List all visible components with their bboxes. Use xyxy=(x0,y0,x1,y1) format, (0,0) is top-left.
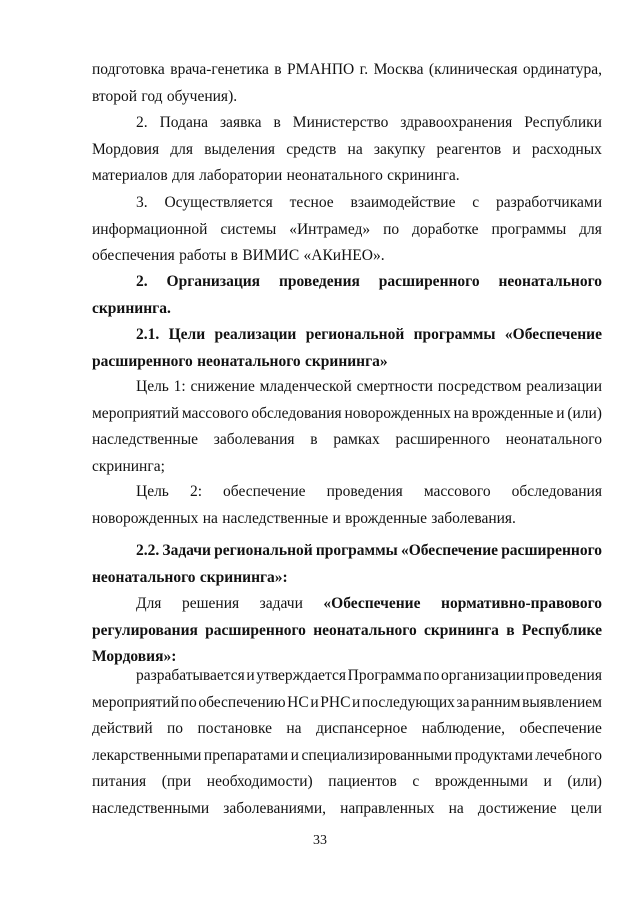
word: Цель xyxy=(136,378,169,395)
word: 2. xyxy=(136,273,148,290)
word: «Интрамед» xyxy=(289,220,371,238)
word: 2. xyxy=(136,114,148,131)
word: обследования xyxy=(251,404,342,422)
word: и xyxy=(332,509,341,527)
text-line xyxy=(92,243,602,270)
word: действий xyxy=(92,720,153,737)
word: мероприятий xyxy=(92,404,180,422)
word: последующих xyxy=(361,693,455,711)
word: мероприятий xyxy=(92,693,180,711)
word: и xyxy=(246,667,255,684)
word: расширенного xyxy=(378,273,480,290)
word: врача-генетика xyxy=(170,61,269,78)
word: скрининга»: xyxy=(199,568,288,586)
word: 1: xyxy=(173,378,186,395)
word: новорожденных xyxy=(344,404,451,422)
word: в xyxy=(506,621,515,639)
word: ранним xyxy=(471,693,521,711)
word: НС xyxy=(287,693,309,711)
word: «Обеспечение xyxy=(504,326,602,343)
paragraph xyxy=(92,190,602,270)
word: и xyxy=(543,773,552,790)
word: по xyxy=(423,667,440,684)
word: неонатального xyxy=(498,273,602,290)
word: 2: xyxy=(189,483,202,500)
word: выделения xyxy=(204,140,276,158)
word: для xyxy=(172,167,195,184)
word: неонатального xyxy=(313,621,417,639)
word: по xyxy=(180,693,197,711)
word: расширенного xyxy=(395,431,490,448)
word: (при xyxy=(161,773,192,790)
word: Подана xyxy=(159,114,208,131)
word: проведения xyxy=(525,667,602,684)
word: 3. xyxy=(136,194,148,211)
word: второй xyxy=(92,87,138,105)
word: и xyxy=(352,693,361,711)
word: реализации xyxy=(526,378,602,395)
word: Осуществляется xyxy=(164,194,273,211)
word: на xyxy=(448,799,464,817)
word: специализированными xyxy=(301,746,453,764)
word: РМАНПО xyxy=(287,61,355,78)
word: программы xyxy=(315,542,398,559)
word: в xyxy=(310,431,318,448)
text-line xyxy=(92,565,602,592)
word: лечебного xyxy=(535,746,602,764)
paragraph xyxy=(92,538,602,591)
word: (или) xyxy=(567,404,602,422)
word: программы xyxy=(491,220,567,238)
text-line xyxy=(92,163,602,190)
word: неонатального xyxy=(197,352,301,370)
word: Мордовия xyxy=(92,140,160,158)
word: питания xyxy=(92,773,147,790)
text-line xyxy=(92,401,602,428)
text-line xyxy=(92,349,602,376)
text-line xyxy=(92,296,602,323)
word: в xyxy=(274,61,282,78)
paragraph xyxy=(92,663,602,822)
word: Задачи xyxy=(162,542,211,559)
word: для xyxy=(170,140,194,158)
word: пациентов xyxy=(328,773,397,790)
word: заявка xyxy=(219,114,262,131)
word: обследования xyxy=(511,483,602,500)
word: расходных xyxy=(531,140,602,158)
word: массового xyxy=(423,483,491,500)
text-line xyxy=(92,427,602,454)
word: Министерство xyxy=(292,114,389,131)
word: массового xyxy=(181,404,249,422)
word: год xyxy=(141,87,163,105)
word: Республике xyxy=(521,621,602,639)
word: обеспечение xyxy=(519,720,602,737)
word: по xyxy=(383,220,400,238)
paragraph xyxy=(92,57,602,110)
word: скрининга; xyxy=(92,457,165,475)
word: РНС xyxy=(320,693,351,711)
word: задачи xyxy=(259,595,303,612)
word: обеспечение xyxy=(223,483,306,500)
word: региональной xyxy=(214,542,313,559)
text-line xyxy=(92,454,602,481)
word: снижение xyxy=(190,378,255,395)
text-line xyxy=(92,538,602,565)
word: новорожденных xyxy=(92,509,199,527)
word: выявлением xyxy=(522,693,602,711)
word: с xyxy=(412,773,420,790)
word: расширенного xyxy=(501,542,602,559)
paragraph xyxy=(92,479,602,532)
text-line xyxy=(92,217,602,244)
word: рамках xyxy=(333,431,380,448)
word: с xyxy=(472,194,480,211)
word: в xyxy=(230,247,238,264)
word: реагентов xyxy=(436,140,502,158)
word: наблюдение, xyxy=(421,720,506,737)
word: доработке xyxy=(412,220,479,238)
word: за xyxy=(456,693,470,711)
word: ВИМИС xyxy=(242,247,300,264)
word: заболевания. xyxy=(431,509,516,527)
word: реализации xyxy=(214,326,297,343)
word: Мордовия»: xyxy=(92,648,177,665)
word: системы xyxy=(220,220,277,238)
word: на xyxy=(286,720,302,737)
word: врожденные xyxy=(345,509,427,527)
word: здравоохранения xyxy=(400,114,513,131)
word: скрининга. xyxy=(92,299,171,317)
word: закупку xyxy=(373,140,426,158)
word: расширенного xyxy=(92,352,193,370)
word: заболеваниями, xyxy=(223,799,327,817)
word: «Обеспечение xyxy=(323,595,421,612)
word: обеспечению xyxy=(198,693,286,711)
paragraph xyxy=(92,591,602,671)
paragraph xyxy=(92,322,602,375)
word: разработчиками xyxy=(496,194,602,211)
word: направленных xyxy=(340,799,435,817)
text-line xyxy=(92,190,602,217)
word: заболевания xyxy=(213,431,295,448)
word: информационной xyxy=(92,220,208,238)
text-line xyxy=(92,110,602,137)
word: «АКиНЕО». xyxy=(303,247,385,264)
word: смертности xyxy=(356,378,433,395)
word: лекарственными xyxy=(92,746,202,764)
word: неонатального xyxy=(92,568,196,586)
word: 2.2. xyxy=(136,542,160,559)
word: обучения). xyxy=(166,87,238,105)
word: материалов xyxy=(92,167,168,184)
word: подготовка xyxy=(92,61,165,78)
word: г. xyxy=(359,61,369,78)
word: лаборатории xyxy=(199,167,283,184)
word: расширенного xyxy=(205,621,306,639)
text-line xyxy=(92,663,602,690)
word: неонатального xyxy=(286,167,383,184)
word: на xyxy=(453,404,469,422)
word: на xyxy=(202,509,218,527)
word: в xyxy=(273,114,281,131)
paragraph xyxy=(92,269,602,322)
word: и xyxy=(556,404,565,422)
word: препаратами xyxy=(203,746,289,764)
text-line xyxy=(92,618,602,645)
text-line xyxy=(92,769,602,796)
text-line xyxy=(92,57,602,84)
word: наследственными xyxy=(92,799,210,817)
word: 2.1. xyxy=(136,326,160,343)
word: и xyxy=(290,746,299,764)
word: посредством xyxy=(437,378,522,395)
word: (клиническая xyxy=(428,61,518,78)
word: Программа xyxy=(347,667,422,684)
word: работы xyxy=(179,247,227,264)
text-line xyxy=(92,690,602,717)
text-line xyxy=(92,137,602,164)
word: организации xyxy=(440,667,525,684)
word: Для xyxy=(136,595,162,612)
word: и xyxy=(310,693,319,711)
word: разрабатывается xyxy=(136,667,245,684)
word: цели xyxy=(570,799,602,817)
word: диспансерное xyxy=(315,720,408,737)
word: решения xyxy=(181,595,240,612)
text-line xyxy=(92,269,602,296)
word: утверждается xyxy=(256,667,347,684)
word: скрининга» xyxy=(304,352,388,370)
word: достижение xyxy=(477,799,557,817)
word: проведения xyxy=(278,273,360,290)
text-line xyxy=(92,374,602,401)
word: региональной xyxy=(305,326,405,343)
text-line xyxy=(92,479,602,506)
text-line xyxy=(92,716,602,743)
text-line xyxy=(92,506,602,533)
word: проведения xyxy=(326,483,403,500)
paragraph xyxy=(92,110,602,190)
word: регулирования xyxy=(92,621,198,639)
word: средств xyxy=(286,140,337,158)
word: Организация xyxy=(166,273,261,290)
word: неонатального xyxy=(505,431,602,448)
word: тесное xyxy=(289,194,334,211)
word: и xyxy=(512,140,521,158)
word: ординатура, xyxy=(522,61,602,78)
word: по xyxy=(167,720,184,737)
word: продуктами xyxy=(454,746,533,764)
word: скрининга xyxy=(423,621,499,639)
word: Москва xyxy=(373,61,424,78)
word: взаимодействие xyxy=(350,194,456,211)
text-line xyxy=(92,84,602,111)
word: программы xyxy=(413,326,496,343)
text-line xyxy=(92,743,602,770)
word: Цели xyxy=(168,326,206,343)
word: «Обеспечение xyxy=(400,542,499,559)
word: нормативно-правового xyxy=(441,595,602,612)
word: (или) xyxy=(567,773,602,790)
paragraph xyxy=(92,374,602,480)
word: для xyxy=(579,220,602,238)
word: обеспечения xyxy=(92,247,175,264)
word: Республики xyxy=(524,114,602,131)
word: на xyxy=(347,140,363,158)
text-line xyxy=(92,796,602,823)
word: скрининга. xyxy=(387,167,460,184)
word: наследственные xyxy=(92,431,198,448)
text-line xyxy=(92,591,602,618)
word: постановке xyxy=(197,720,272,737)
word: наследственные xyxy=(222,509,329,527)
word: врожденными xyxy=(434,773,528,790)
word: врожденные xyxy=(471,404,554,422)
word: Цель xyxy=(136,483,169,500)
word: младенческой xyxy=(259,378,352,395)
text-line xyxy=(92,322,602,349)
word: необходимости) xyxy=(206,773,313,790)
page-number: 33 xyxy=(313,833,327,848)
